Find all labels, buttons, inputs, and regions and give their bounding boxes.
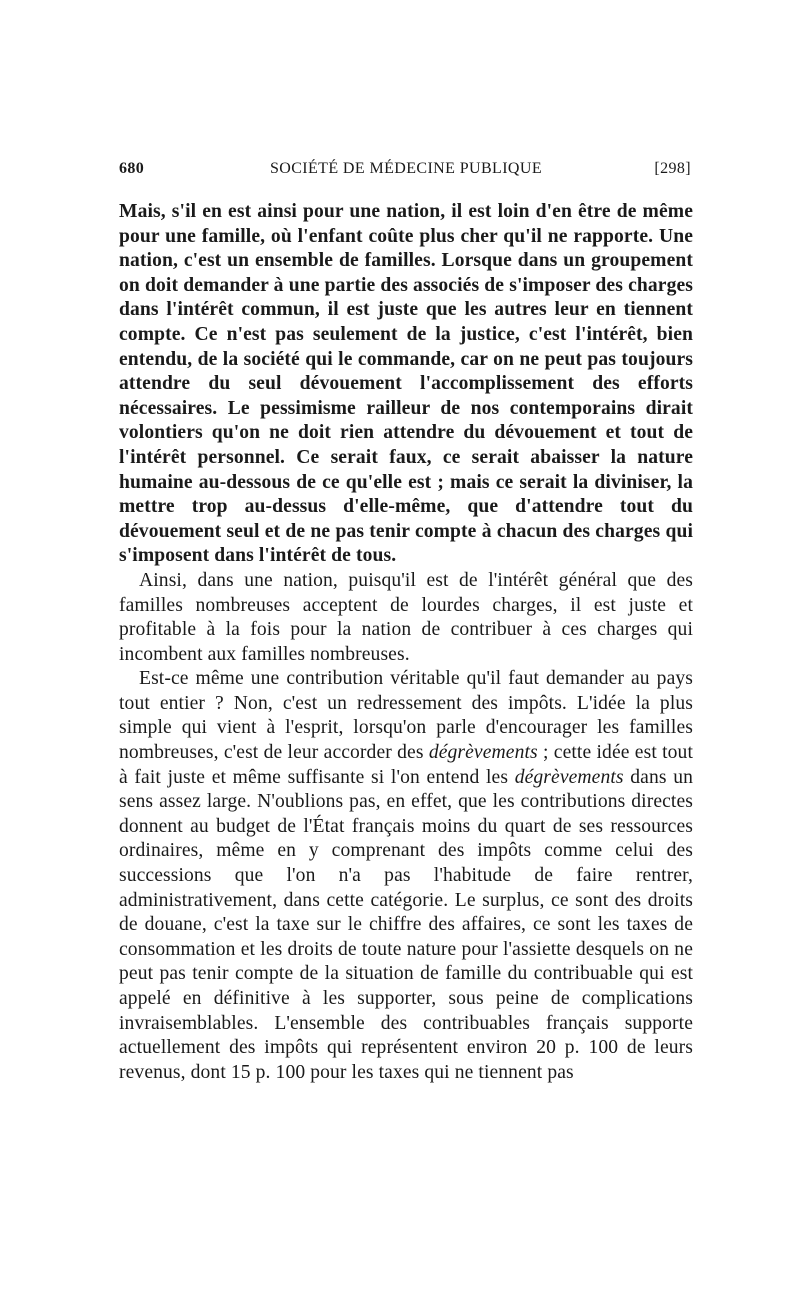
paragraph-3	[119, 667, 693, 1085]
paragraph-3-end: dans un sens assez large. N'oublions pas, en effet, que les contributions directes donnent au budget de l'État français moins du quart de ses ressources ordinaires, même en y comprenant des impôts comme celui des successions que l'on n'a pas l'habitude de faire rentrer, administrativement, dans cette catégorie. Le surplus, ce sont des droits de douane, c'est la taxe sur le chiffre des affaires, ce sont les taxes de consommation et les droits de toute nature pour l'assiette desquels on ne peut pas tenir compte de la situation de famille du contribuable qui est appelé en définitive à les supporter, sous peine de complications invraisemblables. L'ensemble des contribuables français supporte actuellement des impôts qui représentent environ 20 p. 100 de leurs revenus, dont 15 p. 100 pour les taxes qui ne tiennent pas	[119, 766, 693, 1083]
paragraph-3-middle: ; cette idée est tout à fait juste et même suffisante si l'on entend les	[119, 742, 693, 788]
emphasis-degrevements-1: dégrèvements	[428, 742, 538, 764]
page-reference: [298]	[654, 160, 691, 177]
running-title: SOCIÉTÉ DE MÉDECINE PUBLIQUE	[269, 160, 543, 177]
running-head	[119, 160, 693, 186]
emphasis-degrevements-2: dégrèvements	[514, 766, 624, 788]
body-text	[119, 200, 693, 1085]
paragraph-1: Mais, s'il en est ainsi pour une nation, il est loin d'en être de même pour une famille, où l'enfant coûte plus cher qu'il ne rapporte. Une nation, c'est un ensemble de familles. Lorsque dans un groupement on doit demander à une partie des associés de s'imposer des charges dans l'intérêt commun, il est juste que les autres leur en tiennent compte. Ce n'est pas seulement de la justice, c'est l'intérêt, bien entendu, de la société qui le commande, car on ne peut pas toujours attendre du seul dévouement l'accomplissement des efforts nécessaires. Le pessimisme railleur de nos contemporains dirait volontiers qu'on ne doit rien attendre du dévouement et tout de l'intérêt personnel. Ce serait faux, ce serait abaisser la nature humaine au-dessous de ce qu'elle est ; mais ce serait la diviniser, la mettre trop au-dessus d'elle-même, que d'attendre tout du dévouement seul et de ne pas tenir compte à chacun des charges qui s'imposent dans l'intérêt de tous.	[119, 201, 693, 567]
page-number: 680	[119, 160, 145, 177]
paragraph-2: Ainsi, dans une nation, puisqu'il est de l'intérêt général que des familles nombreuses acceptent de lourdes charges, il est juste et profitable à la fois pour la nation de contribuer à ces charges qui incombent aux familles nombreuses.	[119, 569, 693, 665]
paragraph-3-start: Est-ce même une contribution véritable qu'il faut demander au pays tout entier ? Non, c'est un redressement des impôts. L'idée la plus simple qui vient à l'esprit, lorsqu'on parle d'encourager les familles nombreuses, c'est de leur accorder des	[119, 668, 693, 764]
book-page	[119, 160, 693, 1085]
